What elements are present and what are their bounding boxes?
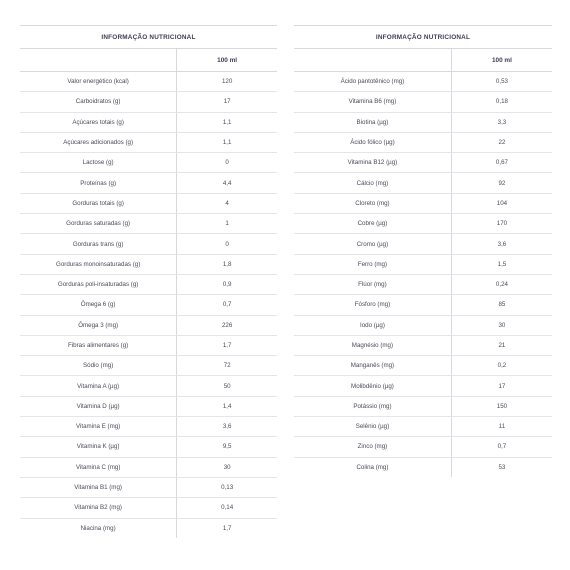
nutrient-name: Vitamina B6 (mg)	[294, 92, 451, 112]
nutrient-name: Cloreto (mg)	[294, 193, 451, 213]
nutrient-name: Magnésio (mg)	[294, 335, 451, 355]
nutrient-value: 0,18	[451, 92, 552, 112]
table-row	[294, 254, 552, 274]
nutrient-value: 3,3	[451, 112, 552, 132]
nutrient-value: 0	[177, 153, 277, 173]
table-row	[20, 457, 277, 477]
nutrient-value: 85	[451, 295, 552, 315]
nutrient-value: 1,7	[177, 335, 277, 355]
nutrient-name: Fósforo (mg)	[294, 295, 451, 315]
nutrient-value: 30	[177, 457, 277, 477]
nutrient-name: Vitamina C (mg)	[20, 457, 177, 477]
nutrient-column-header	[20, 49, 177, 72]
table-row	[294, 274, 552, 294]
nutrient-name: Flúor (mg)	[294, 274, 451, 294]
nutrient-name: Biotina (µg)	[294, 112, 451, 132]
table-row	[294, 193, 552, 213]
nutrient-name: Sódio (mg)	[20, 356, 177, 376]
table-row	[20, 477, 277, 497]
nutrient-value: 1,4	[177, 396, 277, 416]
table-row	[294, 153, 552, 173]
table-row	[294, 112, 552, 132]
nutrient-name: Vitamina K (µg)	[20, 437, 177, 457]
table-row	[294, 417, 552, 437]
nutrient-name: Gorduras poli-insaturadas (g)	[20, 274, 177, 294]
nutrient-name: Vitamina B1 (mg)	[20, 477, 177, 497]
nutrient-value: 72	[177, 356, 277, 376]
table-row	[294, 457, 552, 477]
table-body	[294, 72, 552, 477]
nutrient-name: Cobre (µg)	[294, 214, 451, 234]
nutrient-value: 1,7	[177, 518, 277, 538]
nutrient-value: 9,5	[177, 437, 277, 457]
table-row	[294, 335, 552, 355]
nutrient-value: 17	[451, 376, 552, 396]
table-row	[294, 173, 552, 193]
table-row	[20, 234, 277, 254]
nutrient-name: Ômega 6 (g)	[20, 295, 177, 315]
nutrient-name: Vitamina B12 (µg)	[294, 153, 451, 173]
nutrient-name: Potássio (mg)	[294, 396, 451, 416]
nutrient-value: 30	[451, 315, 552, 335]
table-row	[20, 396, 277, 416]
nutrient-name: Colina (mg)	[356, 463, 389, 471]
nutrient-value: 120	[177, 72, 277, 92]
nutrient-value: 150	[451, 396, 552, 416]
nutrient-value: 3,6	[177, 417, 277, 437]
table-row	[294, 356, 552, 376]
nutrient-value: 0,7	[451, 437, 552, 457]
table-row	[294, 376, 552, 396]
nutrition-table-right	[294, 25, 552, 477]
column-header-100ml: 100 ml	[177, 49, 277, 72]
table-row	[294, 92, 552, 112]
nutrient-value: 53	[451, 457, 552, 477]
table-row	[20, 274, 277, 294]
nutrient-name: Molibdênio (µg)	[294, 376, 451, 396]
nutrient-value: 0,2	[451, 356, 552, 376]
nutrient-value: 104	[451, 193, 552, 213]
column-header-100ml: 100 ml	[451, 49, 552, 72]
table-row	[20, 437, 277, 457]
nutrient-value: 0,14	[177, 498, 277, 518]
table-row	[20, 72, 277, 92]
table-row	[294, 315, 552, 335]
nutrient-name: Açúcares totais (g)	[20, 112, 177, 132]
nutrient-name: Vitamina E (mg)	[20, 417, 177, 437]
nutrient-value: 4	[177, 193, 277, 213]
nutrient-value: 0,53	[451, 72, 552, 92]
nutrient-name: Ferro (mg)	[294, 254, 451, 274]
nutrient-value: 0,67	[451, 153, 552, 173]
nutrient-value: 1,1	[177, 132, 277, 152]
table-row	[20, 315, 277, 335]
table-row	[20, 173, 277, 193]
table-row	[20, 153, 277, 173]
table-row	[20, 254, 277, 274]
nutrient-value: 11	[451, 417, 552, 437]
nutrient-value: 92	[451, 173, 552, 193]
nutrient-name: Cromo (µg)	[294, 234, 451, 254]
table-row	[20, 295, 277, 315]
nutrient-value: 0,7	[177, 295, 277, 315]
table-row	[20, 518, 277, 538]
table-row	[20, 498, 277, 518]
table-row	[20, 214, 277, 234]
nutrient-value: 21	[451, 335, 552, 355]
nutrition-table-left	[20, 25, 277, 538]
table-row	[294, 132, 552, 152]
nutrient-name: Vitamina D (µg)	[20, 396, 177, 416]
nutrient-name: Cálcio (mg)	[294, 173, 451, 193]
table-row	[20, 335, 277, 355]
table-title: INFORMAÇÃO NUTRICIONAL	[20, 26, 277, 49]
nutrient-value: 3,6	[451, 234, 552, 254]
nutrient-name: Niacina (mg)	[80, 524, 116, 532]
table-row	[20, 417, 277, 437]
nutrient-name: Ômega 3 (mg)	[20, 315, 177, 335]
nutrient-name: Gorduras totais (g)	[20, 193, 177, 213]
table-row	[20, 132, 277, 152]
nutrient-name: Ácido fólico (µg)	[294, 132, 451, 152]
nutrient-name: Ácido pantotênico (mg)	[294, 72, 451, 92]
nutrient-name: Manganês (mg)	[294, 356, 451, 376]
nutrient-name: Proteínas (g)	[20, 173, 177, 193]
table-body	[20, 72, 277, 538]
nutrient-value: 17	[177, 92, 277, 112]
table-row	[294, 396, 552, 416]
nutrient-value: 1,5	[451, 254, 552, 274]
nutrient-name: Valor energético (kcal)	[20, 72, 177, 92]
table-row	[20, 356, 277, 376]
table-row	[20, 193, 277, 213]
nutrient-value: 22	[451, 132, 552, 152]
nutrient-name: Açúcares adicionados (g)	[20, 132, 177, 152]
nutrient-name: Carboidratos (g)	[20, 92, 177, 112]
nutrient-value: 0	[177, 234, 277, 254]
table-row	[294, 214, 552, 234]
nutrient-value: 50	[177, 376, 277, 396]
nutrient-name: Iodo (µg)	[294, 315, 451, 335]
nutrient-name: Selênio (µg)	[294, 417, 451, 437]
nutrient-value: 1	[177, 214, 277, 234]
nutrient-name: Vitamina B2 (mg)	[20, 498, 177, 518]
table-row	[294, 437, 552, 457]
nutrient-name: Fibras alimentares (g)	[20, 335, 177, 355]
table-row	[294, 72, 552, 92]
table-row	[20, 92, 277, 112]
nutrient-value: 226	[177, 315, 277, 335]
table-row	[20, 112, 277, 132]
nutrient-name: Gorduras monoinsaturadas (g)	[20, 254, 177, 274]
nutrient-value: 170	[451, 214, 552, 234]
nutrient-value: 0,13	[177, 477, 277, 497]
nutrient-value: 0,9	[177, 274, 277, 294]
nutrient-value: 4,4	[177, 173, 277, 193]
nutrient-value: 1,1	[177, 112, 277, 132]
nutrient-value: 1,8	[177, 254, 277, 274]
nutrient-name: Zinco (mg)	[294, 437, 451, 457]
table-row	[294, 234, 552, 254]
table-row	[20, 376, 277, 396]
table-row	[294, 295, 552, 315]
nutrient-name: Gorduras trans (g)	[20, 234, 177, 254]
nutrient-value: 0,24	[451, 274, 552, 294]
nutrient-name: Lactose (g)	[20, 153, 177, 173]
table-title: INFORMAÇÃO NUTRICIONAL	[294, 26, 552, 49]
nutrient-name: Gorduras saturadas (g)	[20, 214, 177, 234]
nutrient-column-header	[294, 49, 451, 72]
nutrient-name: Vitamina A (µg)	[20, 376, 177, 396]
